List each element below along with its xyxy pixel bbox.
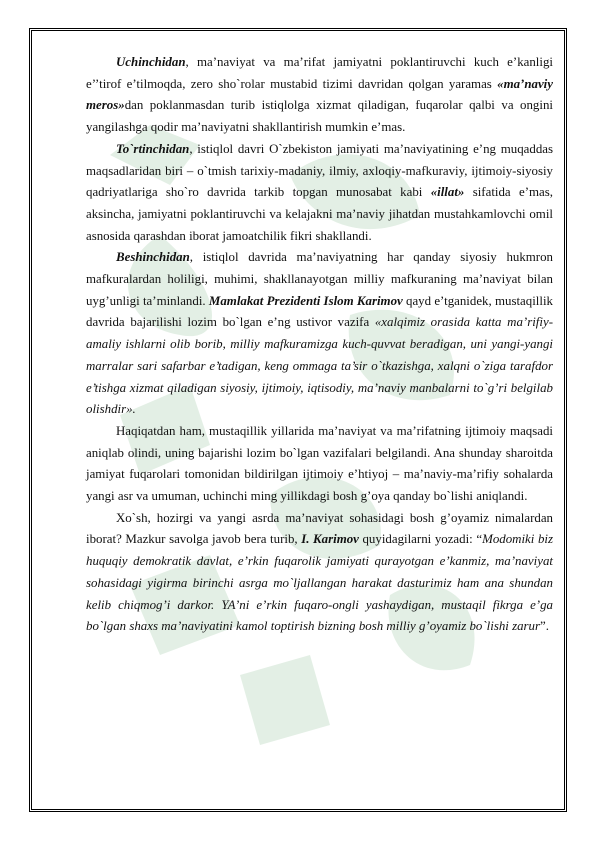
text-run: Modomiki biz huquqiy demokratik davlat, e’rkin fuqarolik jamiyati qurayotgan e’kanmiz, ma’naviyat sohasidagi yigirma birinchi asrga mo`ljallangan harakat dasturimiz ham ana shundan kelib chiqmog’i darkor. YA’ni e’rkin fuqaro-ongli yashaydigan, mustaqil fikrga e’ga bo`lgan shaxs ma’naviyatini kamol toptirish bizning bosh milliy g’oyamiz bo`lishi zarur: [86, 532, 553, 634]
paragraph: [86, 139, 553, 248]
text-run: , ma’naviyat va ma’rifat jamiyatni poklantiruvchi kuch e’kanligi e’’tirof e’tilmoqda, zero sho`rolar mustabid tizimi davridan qolgan yaramas: [86, 55, 553, 91]
text-run: , istiqlol davrida ma’naviyatning har qanday siyosiy hukmron mafkuralardan holiligi, muhimi, shakllanayotgan milliy mafkuraning ma’naviyat bilan uyg’unligi ta’minlandi.: [86, 250, 553, 308]
text-run: «ma’naviy meros»: [86, 76, 553, 113]
text-run: «illat»: [430, 185, 465, 200]
paragraph: [86, 52, 553, 139]
paragraph: [86, 508, 553, 638]
text-run: «xalqimiz orasida katta ma’rifiy-amaliy ishlarni olib borib, milliy mafkuramizga kuch-quvvat beradigan, uni yangi-yangi marralar sari safarbar e’tadigan, keng ommaga ta’sir o`tkazishga, xalqni o`ziga tarafdor e’tishga xizmat qiladigan siyosiy, ijtimoiy, iqtisodiy, ma’naviy manbalarni to`g’ri belgilab olishdir».: [86, 315, 553, 417]
text-run: Uchinchidan: [116, 55, 186, 69]
text-run: , istiqlol davri O`zbekiston jamiyati ma’naviyatining e’ng muqaddas maqsadlaridan biri – o`tmish tarixiy-madaniy, ilmiy, axloqiy-mafkuraviy, ijtimoiy-siyosiy qadriyatlariga sho`ro davrida tarkib topgan munosabat kabi: [86, 141, 553, 200]
document-body: [86, 52, 553, 638]
text-run: Mamlakat Prezidenti Islom Karimov: [208, 293, 403, 308]
text-run: qayd e’tganidek, mustaqillik davrida bajarilishi lozim bo`lgan e’ng ustivor vazifa: [86, 293, 553, 330]
text-run: sifatida e’mas, aksincha, jamiyatni poklantiruvchi va kelajakni ma’naviy jihatdan mustahkamlovchi omil asnosida qarashdan iborat jamoatchilik fikri shakllandi.: [86, 185, 553, 243]
paragraph: [86, 247, 553, 421]
text-run: I. Karimov: [301, 532, 359, 547]
paragraph: [86, 421, 553, 508]
text-run: dan poklanmasdan turib istiqlolga xizmat qiladigan, fuqarolar qalbi va ongini yangilashga qodir ma’naviyatni shakllantirish mumkin e’mas.: [86, 98, 553, 135]
text-run: Haqiqatdan ham, mustaqillik yillarida ma’naviyat va ma’rifatning ijtimoiy maqsadi aniqlab olindi, uning bajarishi lozim bo`lgan vazifalari belgilandi. Ana shunday sharoitda jamiyat fuqarolari tomonidan bildirilgan ijtimoiy e’htiyoj – ma’naviy-ma’rifiy sohalarda yangi asr va umuman, uchinchi ming yillikdagi bosh g’oya qanday bo`lishi aniqlandi.: [86, 423, 553, 504]
text-run: Beshinchidan: [116, 250, 190, 265]
text-run: Xo`sh, hozirgi va yangi asrda ma’naviyat sohasidagi bosh g’oyamiz nimalardan iborat? Mazkur savolga javob bera turib,: [86, 510, 553, 547]
text-run: quyidagilarni yozadi: “: [358, 532, 483, 547]
text-run: ”.: [540, 619, 549, 634]
text-run: To`rtinchidan: [116, 141, 190, 156]
